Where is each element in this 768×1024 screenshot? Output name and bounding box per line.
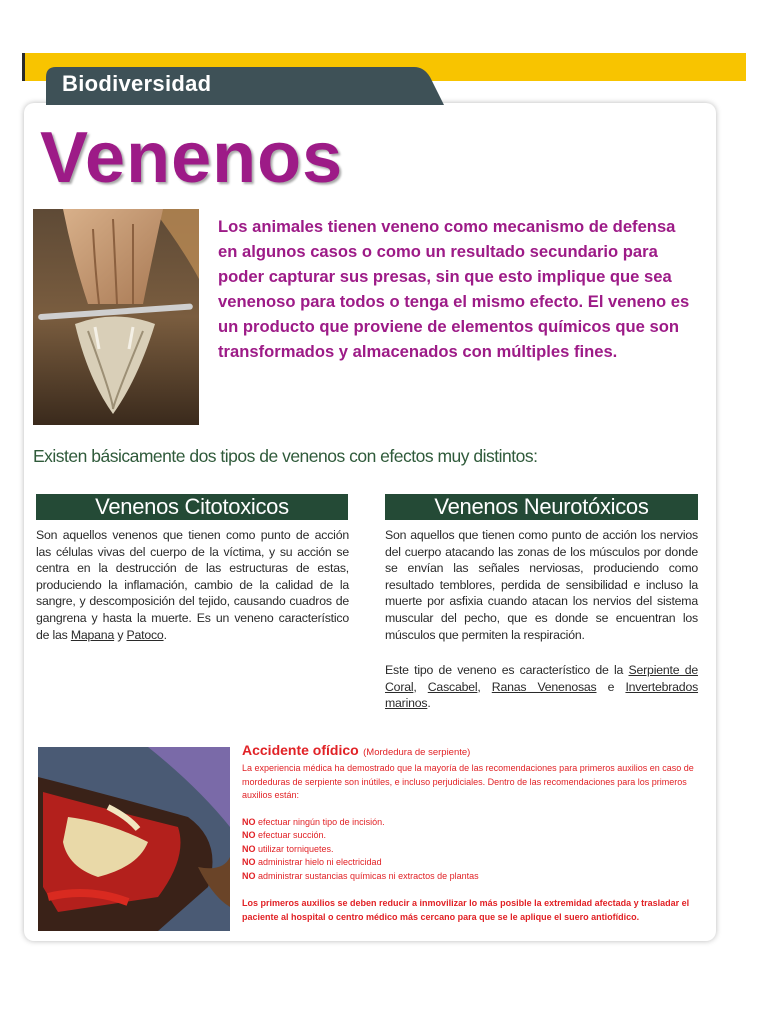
list-item: [242, 870, 700, 884]
period: .: [163, 627, 167, 642]
no-label: NO: [242, 816, 256, 827]
item-text: efectuar succión.: [258, 830, 327, 840]
accidente-final-note: Los primeros auxilios se deben reducir a inmovilizar lo más posible la extremidad afectada y trasladar el paciente al hospital o centro médico más cercano para que se le aplique el suero antiofídico.: [242, 898, 690, 922]
citotoxicos-header: Venenos Citotoxicos: [36, 494, 348, 520]
examples-intro: Este tipo de veneno es característico de la: [385, 663, 624, 677]
comma: ,: [413, 679, 417, 694]
accidente-ofidico-section: [242, 742, 700, 924]
lead-sentence: Existen básicamente dos tipos de venenos con efectos muy distintos:: [33, 446, 538, 466]
neurotoxicos-text: Son aquellos que tienen como punto de acción los nervios del cuerpo atacando las zonas de los músculos por donde se envían las señales nerviosas, produciendo como resultado temblores, perdida de sensibilidad e incluso la muerte por asfixia cuando atacan los nervios del sistema muscular del pecho, que es donde se encuentran los músculos que permiten la respiración.: [385, 528, 698, 642]
item-text: efectuar ningún tipo de incisión.: [258, 816, 385, 827]
list-item: [242, 856, 700, 870]
neurotoxicos-header: Venenos Neurotóxicos: [385, 494, 698, 520]
item-text: utilizar torniquetes.: [258, 843, 334, 854]
comma: ,: [477, 679, 481, 694]
link-cascabel[interactable]: Cascabel: [427, 679, 478, 694]
connector: e: [607, 679, 615, 694]
list-item: [242, 829, 700, 843]
citotoxicos-body: Son aquellos venenos que tienen como punto de acción las células vivas del cuerpo de la víctima, y su acción se centra en la destrucción de las estructuras de estas, produciendo la inflamación, cambio de la calidad de la sangre, y descomposición del tejido, causando cuadros de gangrena y hasta la muerte. Es un veneno característico de las: [36, 528, 349, 642]
connector: y: [117, 627, 124, 642]
list-item: [242, 816, 700, 830]
neurotoxicos-examples: [385, 662, 698, 712]
item-text: administrar sustancias químicas ni extractos de plantas: [258, 870, 479, 881]
intro-paragraph: Los animales tienen veneno como mecanismo de defensa en algunos casos o como un resultado secundario para poder capturar sus presas, sin que esto implique que sea venenoso para todos o tenga el mismo efecto. El veneno es un producto que proviene de elementos químicos que son transformados y almacenados con múltiples fines.: [218, 217, 690, 361]
section-label: Biodiversidad: [62, 71, 212, 96]
no-label: NO: [242, 870, 256, 881]
link-serpiente-coral[interactable]: Serpiente de Coral: [385, 663, 698, 694]
photo-credit: Foto: Internet: [213, 533, 222, 581]
no-label: NO: [242, 857, 256, 867]
period: .: [427, 696, 431, 711]
section-tab: [46, 67, 444, 105]
link-mapana[interactable]: Mapana: [70, 627, 115, 642]
link-invertebrados-marinos[interactable]: Invertebrados marinos: [385, 679, 699, 711]
first-aid-list: [242, 816, 700, 884]
link-ranas-venenosas[interactable]: Ranas Venenosas: [491, 679, 597, 694]
link-patoco[interactable]: Patoco: [126, 627, 164, 642]
list-item: [242, 843, 700, 857]
page-title: Venenos: [40, 118, 344, 198]
no-label: NO: [242, 830, 256, 840]
citotoxicos-text: [36, 527, 349, 643]
no-label: NO: [242, 843, 256, 854]
accidente-title: Accidente ofídico: [242, 742, 359, 758]
accidente-paragraph: La experiencia médica ha demostrado que la mayoría de las recomendaciones para primeros auxilios en caso de mordeduras de serpiente son inútiles, e incluso perjudiciales. Dentro de las recomendaciones para los primeros auxilios están:: [242, 763, 694, 800]
item-text: administrar hielo ni electricidad: [258, 857, 382, 867]
photo-snakebite-wound: [38, 747, 230, 931]
accidente-subtitle: (Mordedura de serpiente): [363, 747, 471, 758]
